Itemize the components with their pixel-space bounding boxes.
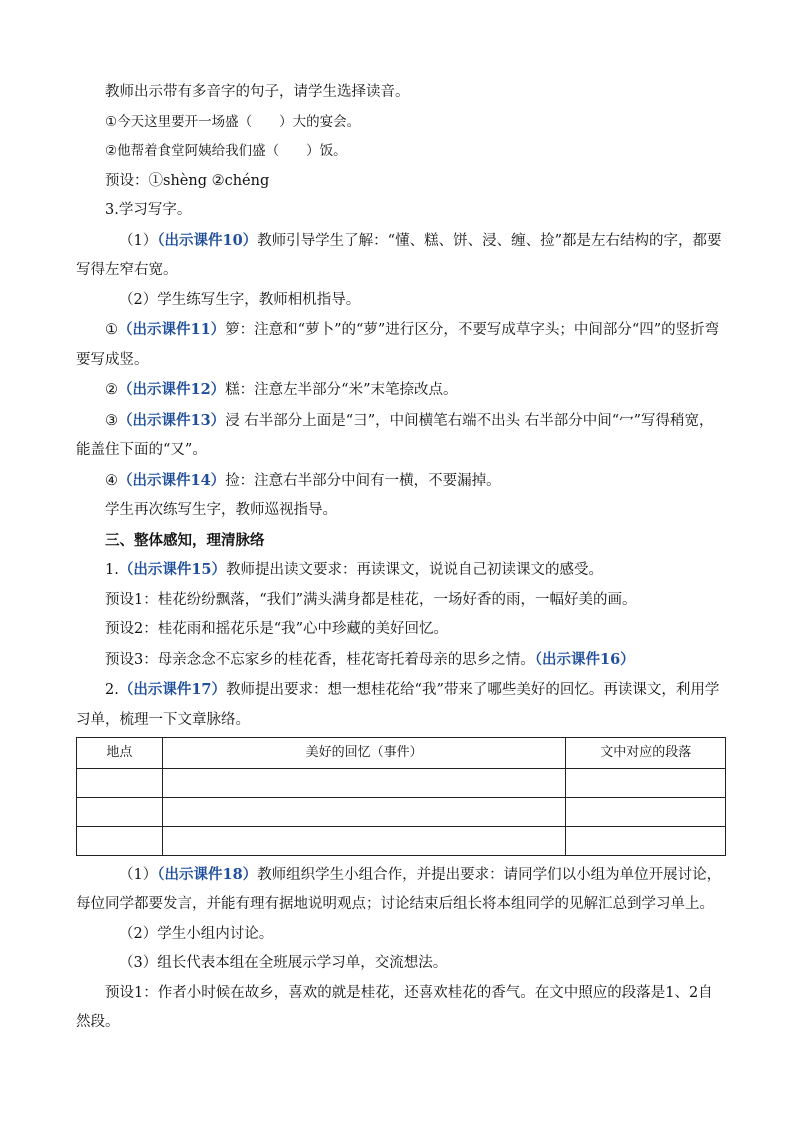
courseware-tag: （出示课件11） (118, 321, 226, 338)
table-cell (77, 826, 163, 855)
paragraph (76, 555, 726, 586)
paragraph (76, 375, 726, 406)
subheading: 3.学习写字。 (105, 202, 192, 218)
courseware-tag: （出示课件12） (118, 381, 226, 398)
section-heading: 三、整体感知，理清脉络 (105, 531, 265, 549)
example-sentence-1: ①今天这里要开一场盛（ ）大的宴会。 (105, 113, 361, 130)
study-sheet-table (76, 737, 726, 856)
courseware-tag: （出示课件18） (157, 865, 258, 883)
table-cell (566, 768, 726, 797)
courseware-tag: （出示课件17） (118, 681, 227, 698)
paragraph (76, 645, 726, 676)
table-header-row (77, 738, 726, 769)
paragraph (76, 226, 726, 286)
table-cell (162, 797, 566, 826)
paragraph-text: 教师引导学生了解：“懂、糕、饼、浸、缠、捡”都是左右结构的字，都要写得左窄右宽。 (76, 232, 722, 278)
courseware-tag: （出示课件15） (118, 561, 227, 578)
paragraph-text: 教师提出读文要求：再读课文，说说自己初读课文的感受。 (226, 562, 604, 578)
paragraph-text: 预设3：母亲念念不忘家乡的桂花香，桂花寄托着母亲的思乡之情。 (105, 651, 535, 668)
item-number: 2. (105, 682, 119, 698)
paragraph: （3）组长代表本组在全班展示学习单，交流想法。 (119, 955, 448, 971)
document-body (76, 78, 726, 1038)
paragraph: 预设1：作者小时候在故乡，喜欢的就是桂花，还喜欢桂花的香气。在文中照应的段落是1、2自然段。 (76, 984, 713, 1030)
table-row (77, 797, 726, 826)
paragraph-text: 箩：注意和“萝卜”的“萝”进行区分，不要写成草字头；中间部分“四”的竖折弯要写成竖。 (76, 322, 720, 368)
table-cell (566, 797, 726, 826)
item-number: （1） (119, 866, 158, 883)
courseware-tag: （出示课件14） (118, 471, 226, 489)
paragraph: 预设1：桂花纷纷飘落，“我们”满头满身都是桂花，一场好香的雨，一幅好美的画。 (105, 591, 637, 608)
paragraph-text: 教师提出要求：想一想桂花给“我”带来了哪些美好的回忆。再读课文，利用学习单，梳理一下文章脉络。 (76, 682, 720, 728)
paragraph-text: 浸 右半部分上面是“彐”，中间横笔右端不出头 右半部分中间“冖”写得稍宽，能盖住下面的“又”。 (76, 412, 714, 458)
item-number: ② (105, 382, 118, 398)
paragraph-text: 捡：注意右半部分中间有一横，不要漏掉。 (225, 472, 501, 489)
table-row (77, 768, 726, 797)
table-row (77, 826, 726, 855)
table-cell (162, 826, 566, 855)
item-number: ③ (105, 412, 118, 429)
paragraph (76, 675, 726, 735)
table-header-cell: 地点 (77, 738, 163, 769)
table-header-cell: 美好的回忆（事件） (162, 738, 566, 769)
table-cell (162, 768, 566, 797)
paragraph: 预设：①shèng ②chéng (105, 172, 270, 189)
courseware-tag: （出示课件10） (157, 231, 258, 249)
paragraph-text: 糕：注意左半部分“米”末笔捺改点。 (225, 382, 458, 398)
paragraph (76, 315, 726, 375)
paragraph (76, 466, 726, 497)
item-number: 1. (105, 562, 119, 578)
example-sentence-2: ②他帮着食堂阿姨给我们盛（ ）饭。 (105, 143, 347, 159)
table-cell (77, 797, 163, 826)
paragraph: （2）学生小组内讨论。 (119, 925, 274, 942)
paragraph: 教师出示带有多音字的句子，请学生选择读音。 (105, 84, 410, 100)
paragraph (76, 860, 726, 920)
courseware-tag: （出示课件13） (118, 411, 226, 429)
paragraph (76, 406, 726, 466)
table-cell (77, 768, 163, 797)
paragraph: 学生再次练写生字，教师巡视指导。 (105, 502, 337, 518)
item-number: （1） (119, 232, 158, 249)
table-header-cell: 文中对应的段落 (566, 738, 726, 769)
paragraph-text: 教师组织学生小组合作，并提出要求：请同学们以小组为单位开展讨论，每位同学都要发言，并能有理有据地说明观点；讨论结束后组长将本组同学的见解汇总到学习单上。 (76, 866, 722, 912)
table-cell (566, 826, 726, 855)
courseware-tag: （出示课件16） (534, 650, 635, 668)
paragraph: 预设2：桂花雨和摇花乐是“我”心中珍藏的美好回忆。 (105, 621, 449, 637)
paragraph: （2）学生练写生字，教师相机指导。 (119, 291, 361, 308)
item-number: ① (105, 322, 118, 338)
item-number: ④ (105, 472, 118, 489)
